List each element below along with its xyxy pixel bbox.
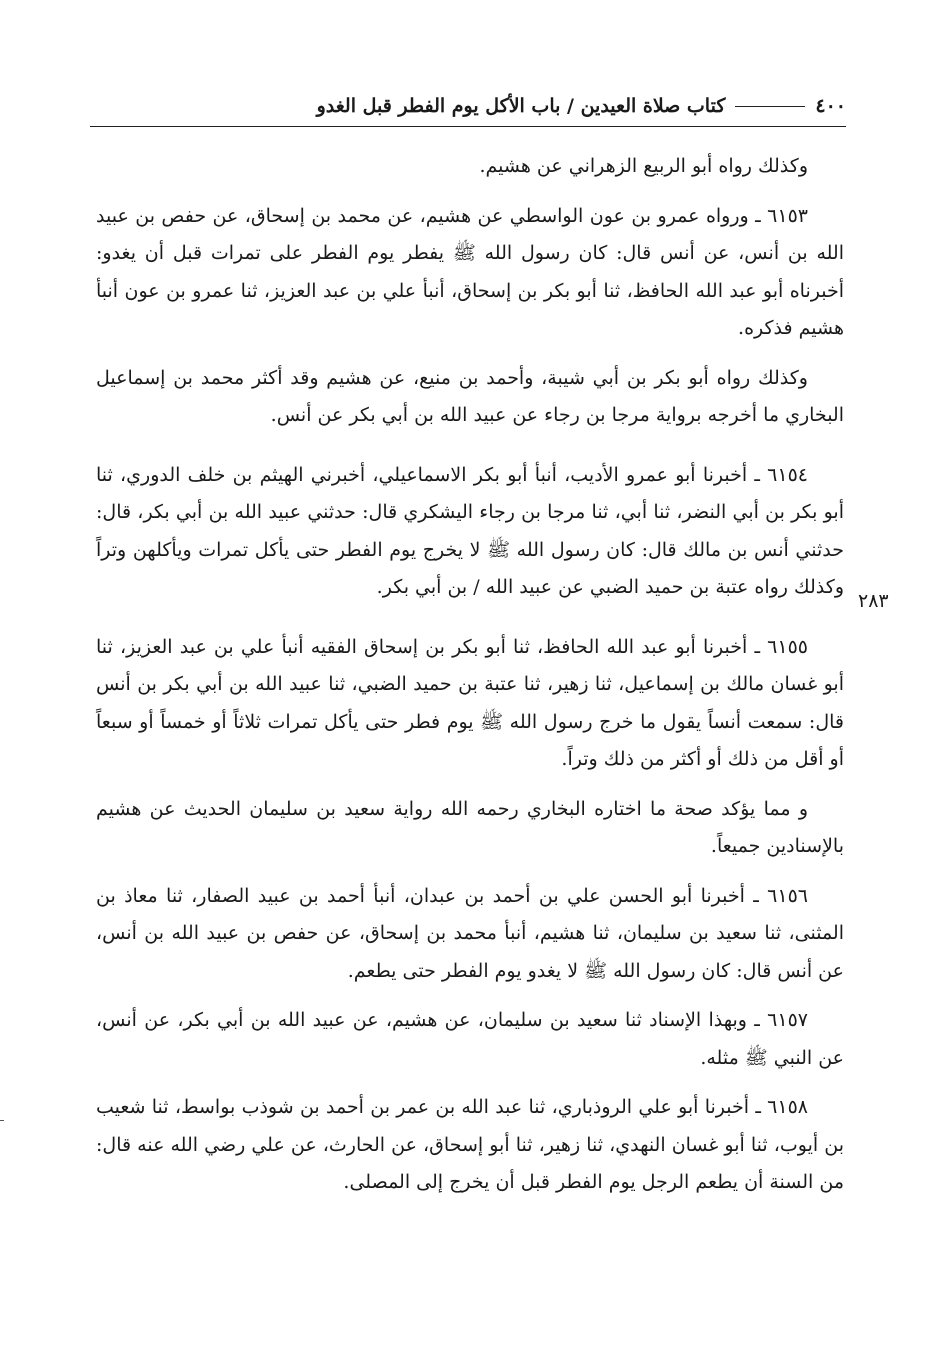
- header-rule: [735, 106, 805, 107]
- paragraph: و مما يؤكد صحة ما اختاره البخاري رحمه الله رواية سعيد بن سليمان الحديث عن هشيم بالإسنادين جميعاً.: [96, 797, 844, 857]
- paragraph: وكذلك رواه أبو الربيع الزهراني عن هشيم.: [479, 155, 808, 177]
- paragraph: وكذلك رواه أبو بكر بن أبي شيبة، وأحمد بن منيع، عن هشيم وقد أكثر محمد بن إسماعيل البخاري ما أخرجه برواية مرجا بن رجاء عن عبيد الله بن أبي بكر عن أنس.: [96, 366, 844, 426]
- hadith-6156: ٦١٥٦ ـ أخبرنا أبو الحسن علي بن أحمد بن عبدان، أنبأ أحمد بن عبيد الصفار، ثنا معاذ بن المثنى، ثنا سعيد بن سليمان، ثنا هشيم، أنبأ محمد بن إسحاق، عن حفص بن عبيد الله بن أنس، عن أنس قال: كان رسول الله ﷺ لا يغدو يوم الفطر حتى يطعم.: [96, 884, 844, 982]
- chapter-title: كتاب صلاة العيدين / باب الأكل يوم الفطر قبل الغدو: [316, 95, 726, 117]
- margin-page-number: ٢٨٣: [858, 590, 889, 612]
- running-header: [90, 86, 846, 127]
- hadith-6158: ٦١٥٨ ـ أخبرنا أبو علي الروذباري، ثنا عبد الله بن عمر بن أحمد بن شوذب بواسط، ثنا شعيب بن أيوب، ثنا أبو غسان النهدي، ثنا زهير، ثنا أبو إسحاق، عن الحارث، عن علي رضي الله عنه قال: من السنة أن يطعم الرجل يوم الفطر قبل أن يخرج إلى المصلى.: [96, 1096, 844, 1193]
- hadith-6153: ٦١٥٣ ـ ورواه عمرو بن عون الواسطي عن هشيم، عن محمد بن إسحاق، عن حفص بن عبيد الله بن أنس، عن أنس قال: كان رسول الله ﷺ يفطر يوم الفطر على تمرات قبل أن يغدو: أخبرناه أبو عبد الله الحافظ، ثنا أبو بكر بن إسحاق، أنبأ علي بن عبد العزيز، ثنا عمرو بن عون أنبأ هشيم فذكره.: [96, 204, 844, 339]
- hadith-6155: ٦١٥٥ ـ أخبرنا أبو عبد الله الحافظ، ثنا أبو بكر بن إسحاق الفقيه أنبأ علي بن عبد العزيز، ثنا أبو غسان مالك بن إسماعيل، ثنا زهير، ثنا عتبة بن حميد الضبي، ثنا عبيد الله بن أبي بكر بن أنس قال: سمعت أنساً يقول ما خرج رسول الله ﷺ يوم فطر حتى يأكل تمرات ثلاثاً أو خمساً أو سبعاً أو أقل من ذلك أو أكثر من ذلك وتراً.: [96, 635, 844, 770]
- hadith-6154: ٦١٥٤ ـ أخبرنا أبو عمرو الأديب، أنبأ أبو بكر الاسماعيلي، أخبرني الهيثم بن خلف الدوري، ثنا أبو بكر بن أبي النضر، ثنا أبي، ثنا مرجا بن رجاء اليشكري قال: حدثني عبيد الله بن أبي بكر، قال: حدثني أنس بن مالك قال: كان رسول الله ﷺ لا يخرج يوم الفطر حتى يأكل تمرات ويأكلهن وتراً وكذلك رواه عتبة بن حميد الضبي عن عبيد الله / بن أبي بكر.: [96, 463, 844, 598]
- page-number: ٤٠٠: [815, 95, 846, 117]
- body-text: [96, 148, 844, 1214]
- scan-edge-mark: [0, 1120, 4, 1121]
- hadith-6157: ٦١٥٧ ـ وبهذا الإسناد ثنا سعيد بن سليمان، عن هشيم، عن عبيد الله بن أبي بكر، عن أنس، عن النبي ﷺ مثله.: [96, 1009, 844, 1069]
